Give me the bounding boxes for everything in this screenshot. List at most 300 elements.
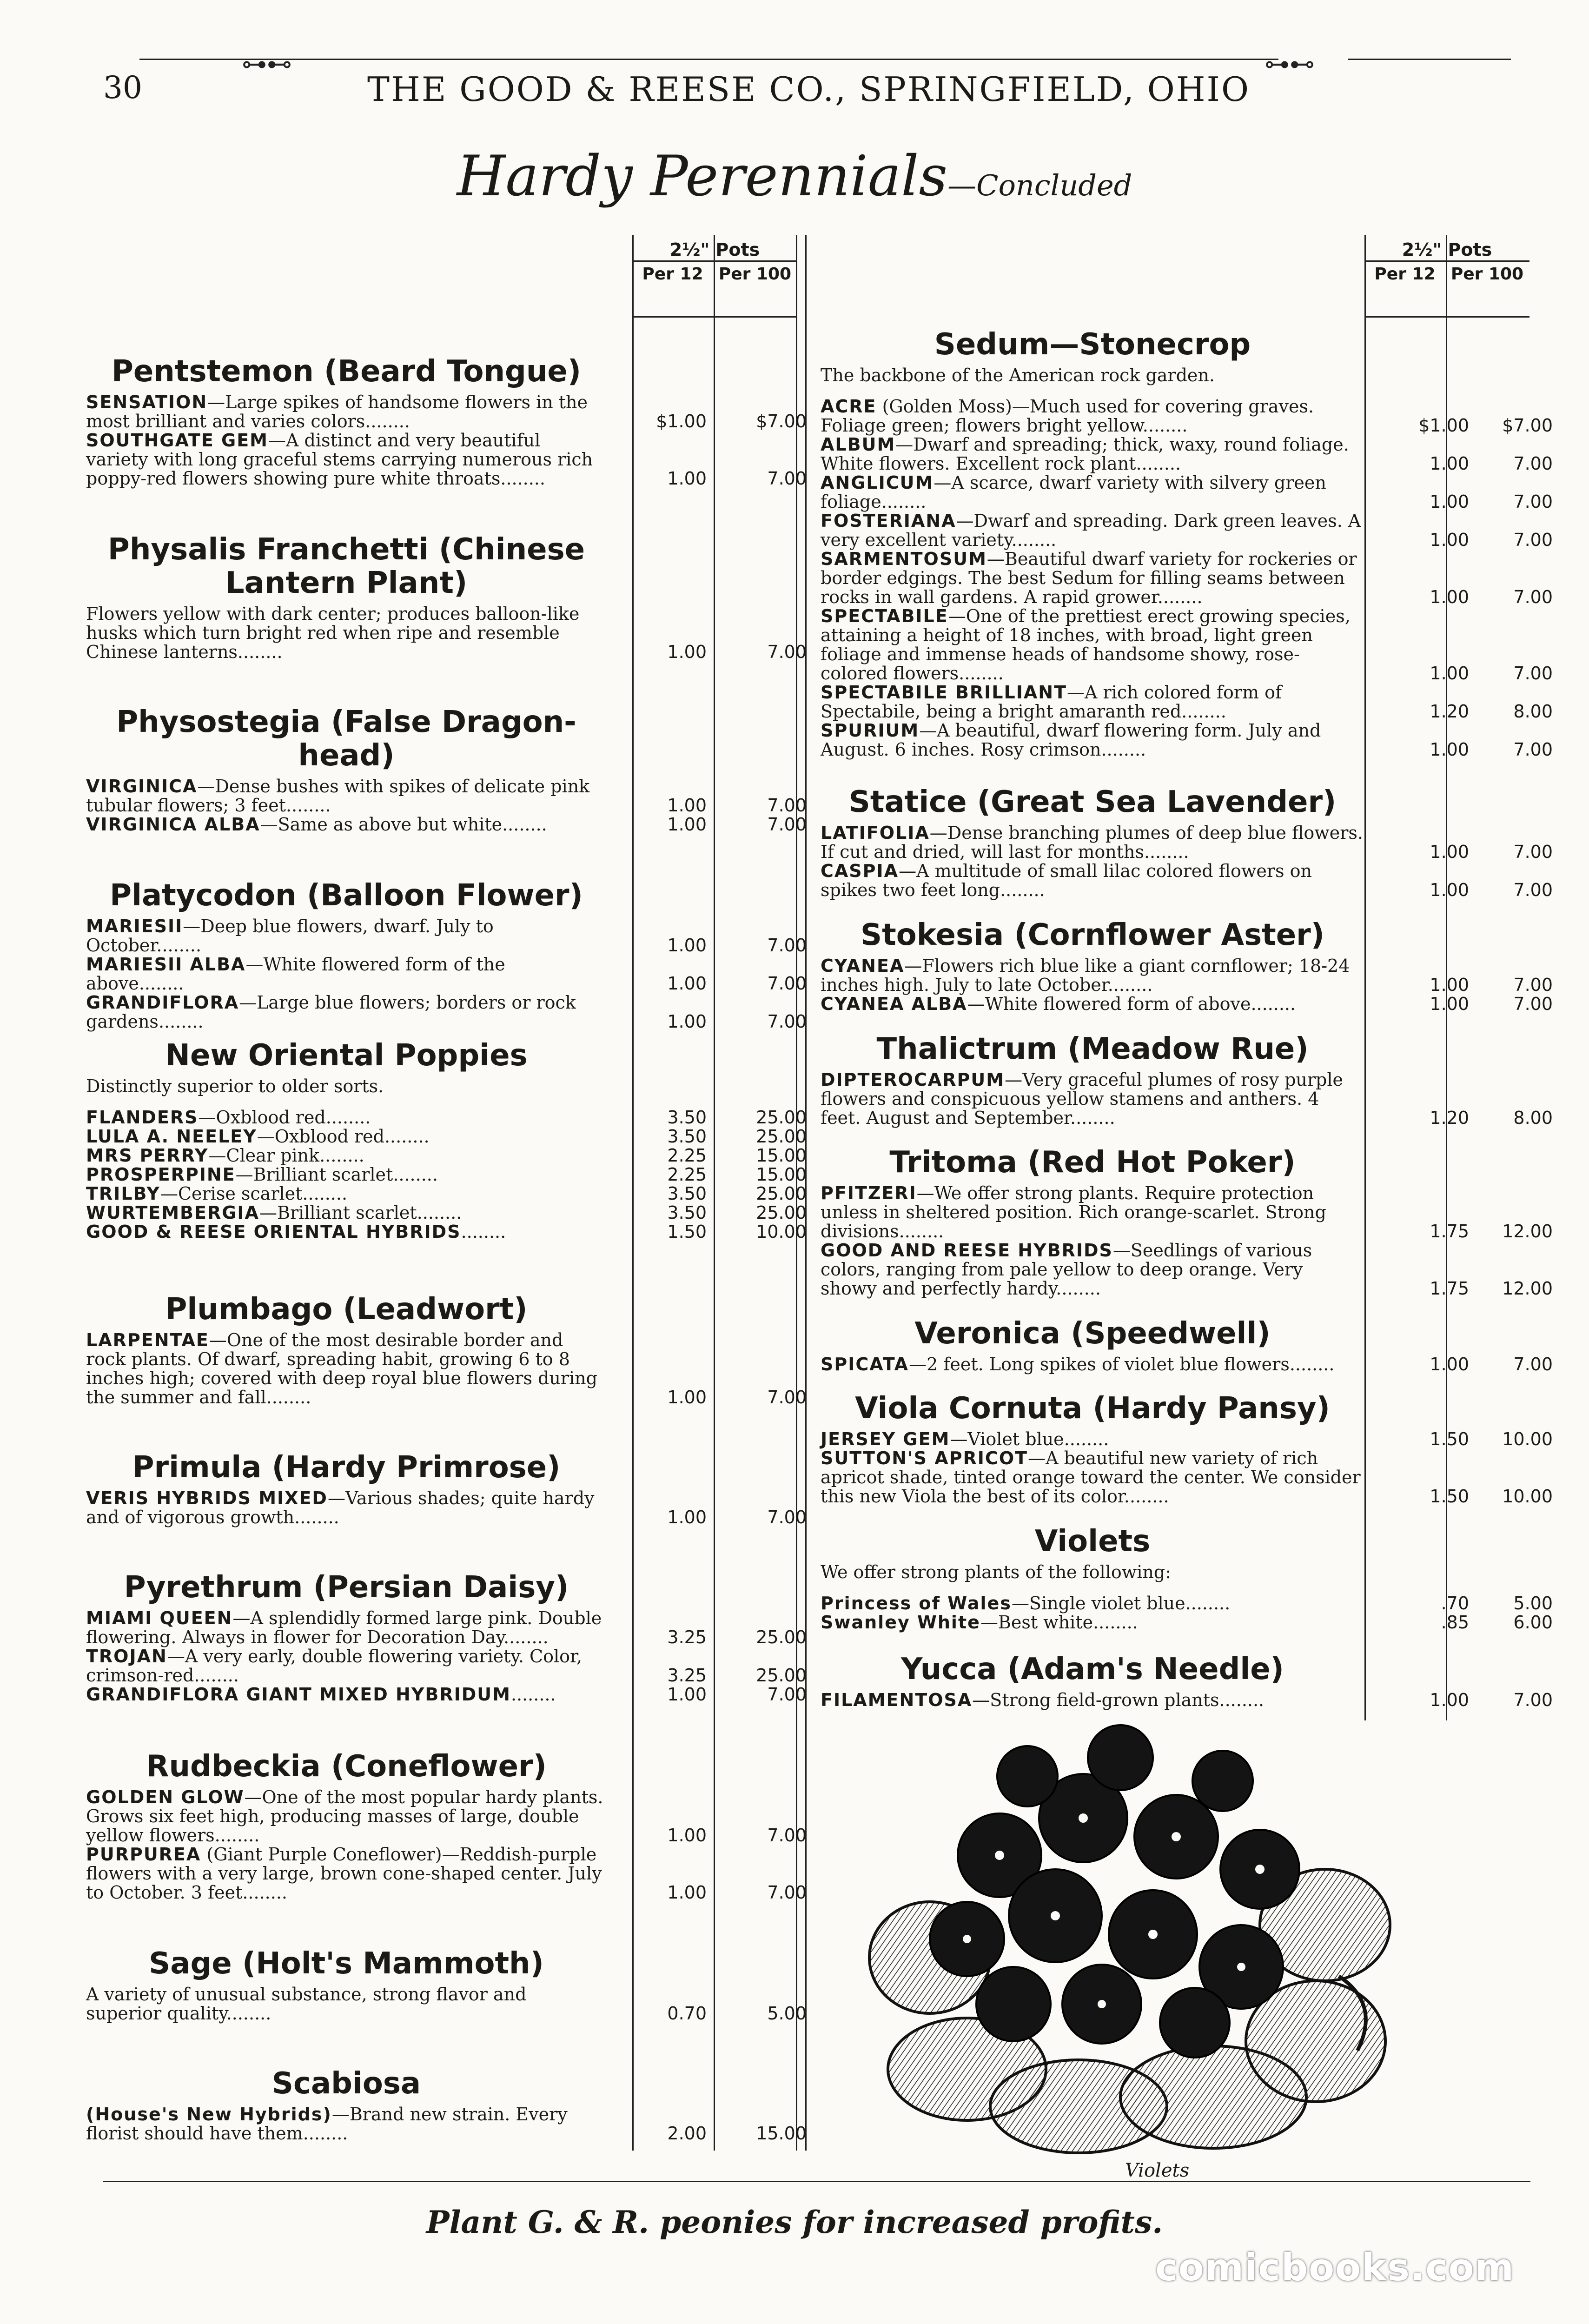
variety-description: —A rich colored form of Spectabile, being a bright amaranth red <box>821 682 1282 722</box>
price-per-12: 1.00 <box>1430 1689 1469 1710</box>
price-per-12: 3.50 <box>667 1202 707 1223</box>
price-per-100: 7.00 <box>1513 587 1553 608</box>
variety-description: —One of the most popular hardy plants. Grows six feet high, producing masses of large, double yellow flowers <box>86 1787 603 1846</box>
leader-dots: ........ <box>194 1665 239 1686</box>
section-stokesia-cornflower-aster <box>821 918 1553 1015</box>
variety-name: FOSTERIANA <box>821 511 956 531</box>
price-per-12: 2.25 <box>667 1164 707 1185</box>
variety-description: —One of the most desirable border and rock plants. Of dwarf, spreading habit, growing 6 to 8 inches high; covered with deep royal blue flowers during the summer and fall <box>86 1330 597 1408</box>
variety-description: —Brilliant scarlet <box>259 1202 417 1223</box>
price-per-12: 1.00 <box>1430 587 1469 608</box>
price-per-100: 7.00 <box>1513 1689 1553 1710</box>
section-rudbeckia-coneflower <box>86 1750 816 1902</box>
section-title: New Oriental Poppies <box>165 1038 528 1073</box>
price-per-12: 1.00 <box>1430 530 1469 551</box>
section-description: Distinctly superior to older sorts. <box>86 1076 384 1096</box>
leader-dots: ........ <box>1101 739 1146 760</box>
entry-text <box>821 862 1364 900</box>
variety-description: —Clear pink <box>208 1145 320 1166</box>
variety-description: Flowers yellow with dark center; produces balloon-like husks which turn bright red when ripe and resemble Chinese lanterns <box>86 604 580 662</box>
section-new-oriental-poppies <box>86 1039 816 1242</box>
section-title: Viola Cornuta (Hardy Pansy) <box>855 1391 1330 1426</box>
variety-description: A variety of unusual substance, strong flavor and superior quality <box>86 1984 527 2024</box>
price-per-100: 7.00 <box>767 1684 807 1705</box>
price-per-12: 1.00 <box>667 1825 707 1846</box>
leader-dots: ........ <box>158 1011 204 1032</box>
price-row <box>86 604 816 662</box>
leader-dots: ........ <box>214 1825 260 1846</box>
variety-name: SOUTHGATE GEM <box>86 430 268 451</box>
variety-name: SPECTABILE BRILLIANT <box>821 682 1067 703</box>
entry-text <box>86 777 607 815</box>
leader-dots: ........ <box>510 1684 556 1705</box>
price-row <box>821 434 1553 474</box>
price-per-12: 1.00 <box>1430 880 1469 901</box>
entry-text <box>86 1222 607 1242</box>
section-viola-cornuta-hardy-pansy <box>821 1391 1553 1507</box>
price-per-100: 5.00 <box>767 2003 807 2024</box>
price-per-100: 8.00 <box>1513 1108 1553 1129</box>
variety-name: SARMENTOSUM <box>821 549 987 570</box>
leader-dots: ........ <box>461 1222 506 1242</box>
variety-name: VIRGINICA ALBA <box>86 814 260 835</box>
variety-name: SPICATA <box>821 1354 909 1374</box>
price-per-100: $7.00 <box>756 411 807 432</box>
variety-name: ACRE <box>821 396 877 417</box>
price-per-12: $1.00 <box>1418 415 1469 436</box>
leader-dots: ........ <box>139 973 184 994</box>
price-row <box>821 1428 1553 1449</box>
variety-description: —We offer strong plants. Require protection unless in sheltered position. Rich orange-scarlet. Strong divisions <box>821 1182 1326 1242</box>
entry-text <box>86 1146 607 1165</box>
price-per-12: 1.00 <box>667 814 707 835</box>
price-per-12: 1.20 <box>1430 701 1469 722</box>
section-title: Plumbago (Leadwort) <box>165 1292 528 1327</box>
leader-dots: ........ <box>384 1126 430 1147</box>
header-ornament-right: ⊶⊷ <box>1265 49 1315 79</box>
variety-description: —2 feet. Long spikes of violet blue flowers <box>909 1354 1290 1374</box>
price-per-100: 7.00 <box>1513 1354 1553 1374</box>
entry-text <box>86 1685 607 1704</box>
variety-name: FLANDERS <box>86 1107 199 1128</box>
leader-dots: ........ <box>266 1387 311 1408</box>
variety-description: —Best white <box>980 1612 1093 1633</box>
price-row <box>86 1146 816 1165</box>
entry-text <box>86 1788 607 1845</box>
price-per-100: 10.00 <box>1502 1486 1553 1507</box>
section-pentstemon-beard-tongue <box>86 355 816 488</box>
price-per-100: 25.00 <box>756 1126 807 1147</box>
section-physalis-franchetti-chinese-lantern-plant <box>86 533 816 662</box>
entry-text <box>821 1594 1364 1613</box>
section-title: Sedum—Stonecrop <box>934 327 1251 362</box>
variety-description: —Various shades; quite hardy and of vigorous growth <box>86 1488 595 1527</box>
price-row <box>86 1647 816 1685</box>
price-row <box>86 1788 816 1845</box>
price-row <box>86 777 816 815</box>
entry-text <box>86 1127 607 1146</box>
price-row <box>821 1354 1553 1374</box>
section-title: Sage (Holt's Mammoth) <box>149 1946 544 1981</box>
variety-name: JERSEY GEM <box>821 1428 950 1449</box>
price-per-100: 7.00 <box>767 1882 807 1903</box>
section-title: Stokesia (Cornflower Aster) <box>861 918 1324 953</box>
price-per-12: 3.50 <box>667 1183 707 1204</box>
leader-dots: ........ <box>294 1507 339 1527</box>
right-pots-rule <box>1364 260 1529 262</box>
variety-name: PFITZERI <box>821 1182 917 1203</box>
price-per-12: 1.50 <box>1430 1486 1469 1507</box>
leader-dots: ........ <box>1064 1428 1109 1449</box>
variety-description: —Brand new strain. Every florist should have them <box>86 2104 568 2144</box>
price-per-12: 1.00 <box>667 973 707 994</box>
price-row <box>86 1985 816 2023</box>
header-rule-mid <box>325 59 1278 60</box>
price-row <box>86 2105 816 2143</box>
variety-name: SPURIUM <box>821 720 920 741</box>
leader-dots: ........ <box>881 491 927 512</box>
price-row <box>86 1685 816 1704</box>
leader-dots: ........ <box>1219 1689 1265 1710</box>
section-primula-hardy-primrose <box>86 1451 816 1527</box>
section-description: We offer strong plants of the following: <box>821 1561 1172 1582</box>
price-row <box>86 1489 816 1527</box>
variety-description: —One of the prettiest erect growing species, attaining a height of 18 inches, with broad, light green foliage and immense heads of handsome showy, rose-colored flowers <box>821 606 1351 684</box>
variety-description: —A beautiful, dwarf flowering form. July and August. 6 inches. Rosy crimson <box>821 720 1321 760</box>
section-veronica-speedwell <box>821 1316 1553 1374</box>
section-yucca-adam-s-needle <box>821 1652 1553 1710</box>
price-per-100: 7.00 <box>767 935 807 956</box>
leader-dots: ........ <box>959 663 1004 684</box>
section-sage-holt-s-mammoth <box>86 1947 816 2023</box>
variety-description: —A distinct and very beautiful variety with long graceful stems carrying numerous rich poppy-red flowers showing pure white throats <box>86 430 593 489</box>
section-plumbago-leadwort <box>86 1293 816 1407</box>
price-per-12: 1.00 <box>667 935 707 956</box>
price-row <box>821 1448 1553 1507</box>
price-per-100: 7.00 <box>1513 994 1553 1015</box>
variety-description: —A splendidly formed large pink. Double flowering. Always in flower for Decoration Day <box>86 1608 602 1647</box>
price-row <box>821 549 1553 608</box>
variety-description: —Beautiful dwarf variety for rockeries or border edgings. The best Sedum for filling seams between rocks in wall gardens. A rapid grower <box>821 549 1357 608</box>
variety-name: MARIESII ALBA <box>86 954 246 975</box>
leader-dots: ........ <box>1251 994 1296 1015</box>
variety-description: —Brilliant scarlet <box>235 1164 393 1185</box>
price-row <box>821 1689 1553 1710</box>
section-statice-great-sea-lavender <box>821 785 1553 901</box>
left-per12-heading: Per 12 <box>642 265 703 284</box>
leader-dots: ........ <box>365 411 410 432</box>
entry-text <box>821 1184 1364 1241</box>
price-per-12: 1.00 <box>667 1387 707 1408</box>
entry-text <box>86 1165 607 1184</box>
section-description: The backbone of the American rock garden. <box>821 365 1215 386</box>
section-title: Pyrethrum (Persian Daisy) <box>124 1570 569 1605</box>
leader-dots: ........ <box>503 1627 549 1647</box>
section-title: Scabiosa <box>271 2066 421 2101</box>
price-per-12: 3.50 <box>667 1107 707 1128</box>
leader-dots: ........ <box>319 1145 364 1166</box>
leader-dots: ........ <box>1185 1593 1231 1614</box>
price-row <box>86 431 816 488</box>
entry-text <box>821 435 1364 473</box>
entry-text <box>821 995 1364 1014</box>
price-row <box>821 606 1553 684</box>
variety-name: Princess of Wales <box>821 1593 1012 1614</box>
leader-dots: ........ <box>285 795 331 816</box>
price-per-12: 1.00 <box>667 468 707 489</box>
leader-dots: ........ <box>226 2003 271 2024</box>
price-row <box>821 956 1553 996</box>
price-per-12: 1.00 <box>1430 842 1469 863</box>
variety-description: —Dense branching plumes of deep blue flowers. If cut and dried, will last for months <box>821 823 1363 863</box>
entry-text <box>821 1449 1364 1506</box>
entry-text <box>821 607 1364 683</box>
variety-name: TROJAN <box>86 1646 167 1667</box>
variety-name: VERIS HYBRIDS MIXED <box>86 1488 328 1508</box>
variety-name: WURTEMBERGIA <box>86 1202 259 1223</box>
price-per-100: 7.00 <box>767 814 807 835</box>
price-per-12: 1.00 <box>1430 491 1469 512</box>
variety-name: SPECTABILE <box>821 606 948 627</box>
price-per-100: 25.00 <box>756 1665 807 1686</box>
leader-dots: ........ <box>1056 1278 1101 1299</box>
price-per-12: 1.00 <box>1430 975 1469 996</box>
variety-description: —Dwarf and spreading; thick, waxy, round foliage. White flowers. Excellent rock plant <box>821 434 1349 474</box>
leader-dots: ........ <box>303 2123 348 2144</box>
entry-text <box>821 823 1364 862</box>
section-pyrethrum-persian-daisy <box>86 1571 816 1704</box>
variety-description: —Oxblood red <box>198 1107 326 1128</box>
variety-name: LULA A. NEELEY <box>86 1126 257 1147</box>
variety-name: GRANDIFLORA GIANT MIXED HYBRIDUM <box>86 1684 511 1705</box>
section-violets <box>821 1524 1553 1633</box>
left-per100-heading: Per 100 <box>718 265 792 284</box>
variety-name: ANGLICUM <box>821 472 934 493</box>
price-per-12: 1.75 <box>1430 1221 1469 1242</box>
entry-text <box>86 1609 607 1647</box>
price-per-100: 8.00 <box>1513 701 1553 722</box>
variety-description: (Giant Purple Coneflower)—Reddish-purple flowers with a very large, brown cone-shaped center. July to October. 3 feet <box>86 1844 602 1903</box>
price-per-100: 7.00 <box>767 1825 807 1846</box>
variety-name: PURPUREA <box>86 1844 201 1865</box>
entry-text <box>86 815 607 834</box>
variety-name: (House's New Hybrids) <box>86 2104 332 2125</box>
variety-name: MARIESII <box>86 916 183 936</box>
page-title <box>0 144 1589 209</box>
section-title: Violets <box>1034 1524 1151 1559</box>
price-per-12: 3.25 <box>667 1665 707 1686</box>
section-title: Physalis Franchetti (Chinese Lantern Plant) <box>107 532 585 600</box>
variety-name: ALBUM <box>821 434 896 455</box>
price-per-12: $1.00 <box>656 411 707 432</box>
variety-description: —Strong field-grown plants <box>972 1689 1219 1710</box>
violets-illustration <box>860 1716 1395 2190</box>
price-row <box>86 393 816 431</box>
price-row <box>821 1240 1553 1299</box>
price-per-100: 7.00 <box>767 1011 807 1032</box>
entry-text <box>86 1845 607 1902</box>
price-per-100: 7.00 <box>1513 739 1553 760</box>
entry-text <box>86 917 607 955</box>
variety-name: MIAMI QUEEN <box>86 1608 233 1628</box>
leader-dots: ........ <box>1107 975 1153 996</box>
variety-description: (Golden Moss)—Much used for covering graves. Foliage green; flowers bright yellow <box>821 396 1314 436</box>
variety-description: —Large spikes of handsome flowers in the most brilliant and varies colors <box>86 392 588 432</box>
price-per-100: 25.00 <box>756 1107 807 1128</box>
price-per-12: .85 <box>1441 1612 1469 1633</box>
leader-dots: ........ <box>502 814 547 835</box>
entry-text <box>86 1203 607 1222</box>
entry-text <box>86 393 607 431</box>
variety-description: —Dwarf and spreading. Dark green leaves. A very excellent variety <box>821 511 1361 551</box>
section-title: Tritoma (Red Hot Poker) <box>889 1145 1296 1180</box>
section-scabiosa <box>86 2067 816 2143</box>
price-per-100: 15.00 <box>756 1145 807 1166</box>
price-per-100: 10.00 <box>1502 1428 1553 1449</box>
variety-description: —Same as above but white <box>260 814 503 835</box>
price-row <box>821 1069 1553 1129</box>
variety-description: —Very graceful plumes of rosy purple flowers and conspicuous yellow stamens and anthers. 4 feet. August and September <box>821 1069 1343 1129</box>
variety-name: SENSATION <box>86 392 208 412</box>
price-per-100: 7.00 <box>767 642 807 662</box>
entry-text <box>821 1691 1364 1710</box>
price-per-12: 2.00 <box>667 2123 707 2144</box>
watermark: comicbooks.com <box>1155 2246 1515 2289</box>
leader-dots: ........ <box>242 1882 287 1903</box>
price-per-12: 3.25 <box>667 1627 707 1647</box>
variety-name: CYANEA ALBA <box>821 994 967 1015</box>
price-per-100: 7.00 <box>767 973 807 994</box>
price-per-12: 0.70 <box>667 2003 707 2024</box>
leader-dots: ........ <box>1124 1486 1169 1507</box>
page-number: 30 <box>103 70 142 106</box>
entry-text <box>86 1489 607 1527</box>
price-per-100: 15.00 <box>756 1164 807 1185</box>
price-per-100: 7.00 <box>1513 975 1553 996</box>
price-per-100: 7.00 <box>767 1507 807 1527</box>
price-row <box>821 1593 1553 1614</box>
variety-description: —A very early, double flowering variety. Color, crimson-red <box>86 1646 583 1686</box>
entry-text <box>86 2105 607 2143</box>
price-per-100: 7.00 <box>767 795 807 816</box>
variety-name: TRILBY <box>86 1183 160 1204</box>
price-row <box>86 1203 816 1222</box>
price-per-12: 2.25 <box>667 1145 707 1166</box>
price-per-12: 1.75 <box>1430 1278 1469 1299</box>
entry-text <box>86 604 607 662</box>
leader-dots: ........ <box>899 1221 944 1242</box>
section-title: Rudbeckia (Coneflower) <box>146 1749 547 1784</box>
price-row <box>86 1609 816 1647</box>
variety-name: FILAMENTOSA <box>821 1689 973 1710</box>
price-per-100: 7.00 <box>767 1387 807 1408</box>
price-row <box>86 993 816 1031</box>
price-row <box>86 1184 816 1203</box>
leader-dots: ........ <box>1142 415 1188 436</box>
price-row <box>86 917 816 955</box>
entry-text <box>821 397 1364 435</box>
price-per-100: 25.00 <box>756 1627 807 1647</box>
leader-dots: ........ <box>500 468 545 489</box>
price-row <box>821 682 1553 722</box>
leader-dots: ........ <box>1070 1108 1115 1129</box>
leader-dots: ........ <box>393 1164 438 1185</box>
entry-text <box>86 1647 607 1685</box>
price-per-100: 7.00 <box>1513 453 1553 474</box>
left-pots-rule <box>632 260 797 262</box>
variety-description: —A multitude of small lilac colored flowers on spikes two feet long <box>821 861 1312 901</box>
entry-text <box>821 550 1364 607</box>
entry-text <box>86 1184 607 1203</box>
variety-description: —Oxblood red <box>257 1126 384 1147</box>
entry-text <box>821 1355 1364 1374</box>
leader-dots: ........ <box>156 935 202 956</box>
right-header-rule <box>1364 316 1529 318</box>
price-per-12: 1.00 <box>667 1011 707 1032</box>
variety-description: —White flowered form of above <box>967 994 1251 1015</box>
variety-name: Swanley White <box>821 1612 980 1633</box>
leader-dots: ........ <box>237 642 283 662</box>
price-per-100: 7.00 <box>1513 842 1553 863</box>
section-title: Platycodon (Balloon Flower) <box>110 878 583 913</box>
variety-description: —A scarce, dwarf variety with silvery green foliage <box>821 472 1326 512</box>
entry-text <box>821 473 1364 511</box>
price-row <box>86 1845 816 1902</box>
leader-dots: ........ <box>1011 530 1057 551</box>
price-per-100: 12.00 <box>1502 1278 1553 1299</box>
section-title: Statice (Great Sea Lavender) <box>848 785 1337 820</box>
price-per-100: 25.00 <box>756 1183 807 1204</box>
leader-dots: ........ <box>1136 453 1181 474</box>
price-row <box>86 1108 816 1127</box>
variety-description: —Cerise scarlet <box>160 1183 303 1204</box>
right-per12-heading: Per 12 <box>1374 265 1436 284</box>
entry-text <box>821 511 1364 550</box>
section-title: Primula (Hardy Primrose) <box>132 1450 561 1485</box>
entry-text <box>821 1613 1364 1632</box>
price-per-12: 1.20 <box>1430 1108 1469 1129</box>
price-row <box>821 720 1553 760</box>
violets-engraving-icon <box>860 1716 1395 2162</box>
variety-name: CYANEA <box>821 956 905 976</box>
variety-description: —Flowers rich blue like a giant cornflower; 18-24 inches high. July to late October <box>821 956 1350 996</box>
variety-description: —Large blue flowers; borders or rock gardens <box>86 992 576 1032</box>
left-pots-heading: 2½" Pots <box>669 239 760 260</box>
entry-text <box>821 956 1364 995</box>
price-row <box>821 1612 1553 1633</box>
price-row <box>86 1222 816 1242</box>
price-row <box>821 994 1553 1015</box>
price-per-12: 1.00 <box>667 1507 707 1527</box>
footer-slogan: Plant G. & R. peonies for increased profits. <box>426 2204 1163 2240</box>
price-per-100: 12.00 <box>1502 1221 1553 1242</box>
price-per-100: 7.00 <box>1513 663 1553 684</box>
leader-dots: ........ <box>302 1183 348 1204</box>
entry-text <box>821 1070 1364 1128</box>
section-physostegia-false-dragon-head <box>86 705 816 834</box>
price-per-12: 1.00 <box>1430 994 1469 1015</box>
entry-text <box>86 993 607 1031</box>
header-rule-left <box>139 59 325 60</box>
section-tritoma-red-hot-poker <box>821 1145 1553 1299</box>
entry-text <box>86 1985 607 2023</box>
price-per-12: 1.00 <box>1430 663 1469 684</box>
variety-name: GRANDIFLORA <box>86 992 239 1013</box>
leader-dots: ........ <box>1000 880 1045 901</box>
variety-description: —A beautiful new variety of rich apricot shade, tinted orange toward the center. We consider this new Viola the best of its color <box>821 1448 1361 1507</box>
entry-text <box>86 1108 607 1127</box>
price-per-100: 7.00 <box>767 468 807 489</box>
